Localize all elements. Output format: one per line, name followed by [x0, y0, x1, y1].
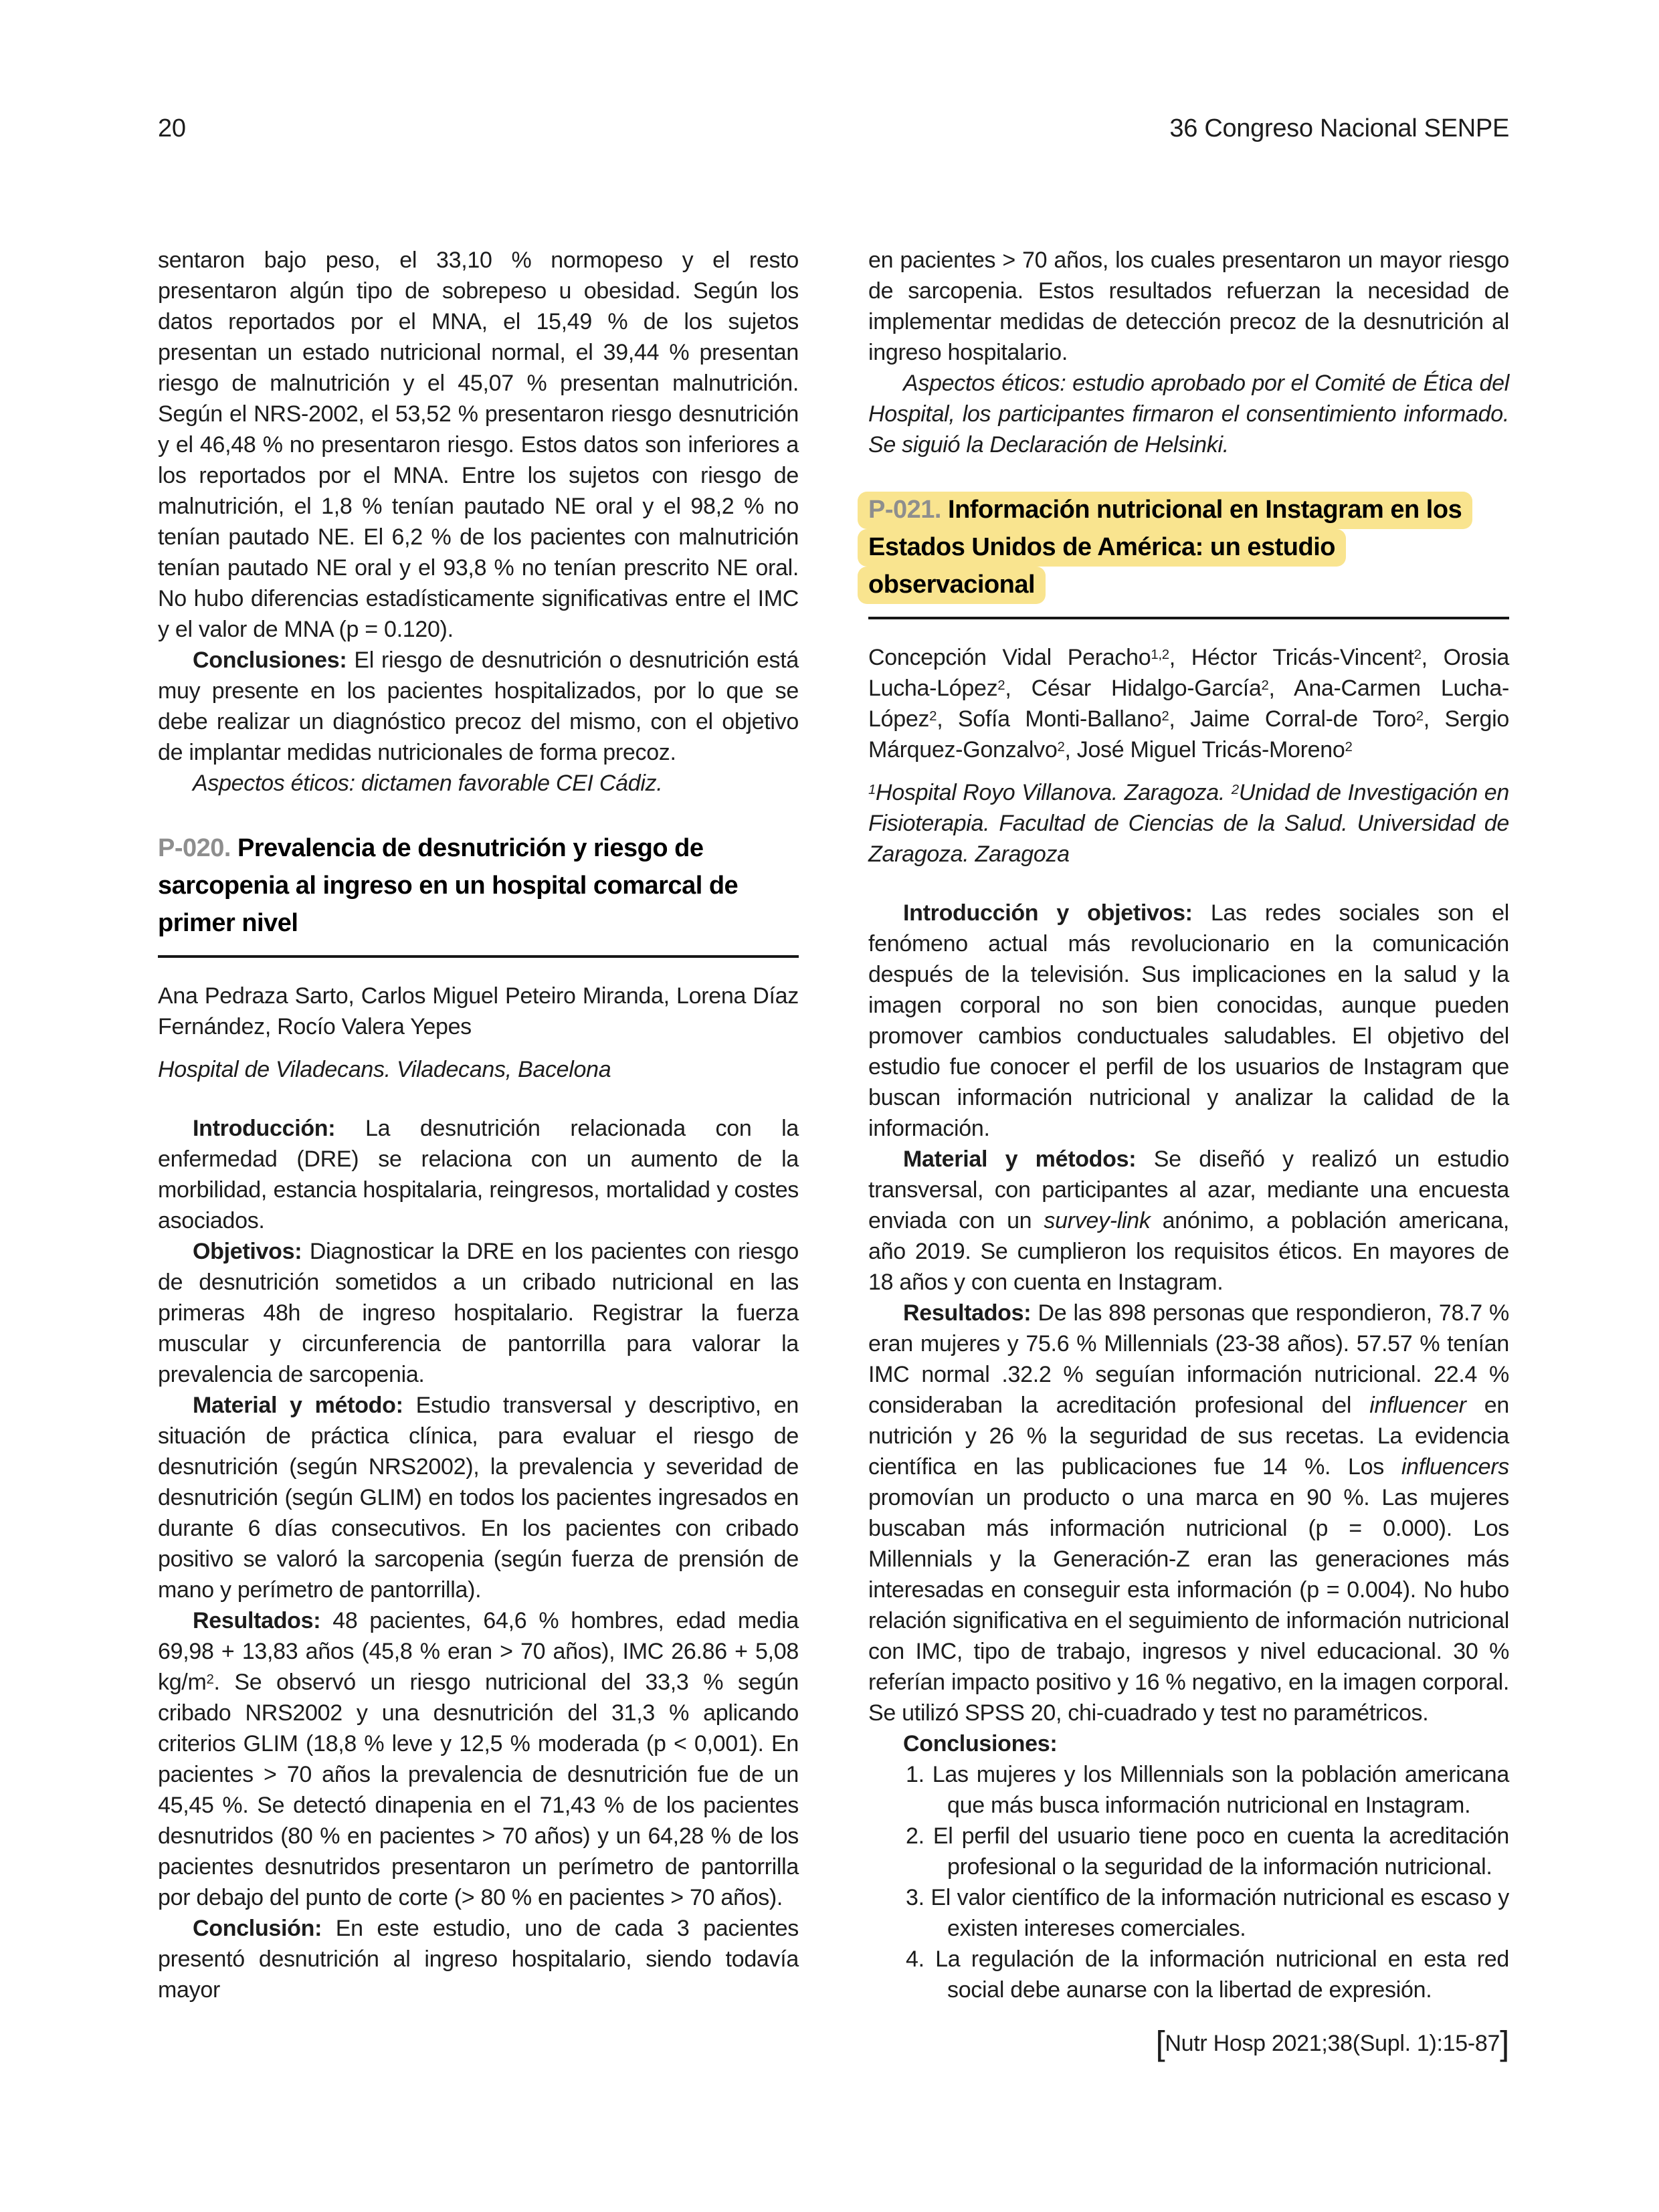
text-segment: Hospital Royo Villanova. Zaragoza. [876, 780, 1232, 805]
superscript: 2 [1057, 739, 1065, 755]
text-segment: La regulación de la información nutricional en esta red social debe aunarse con la libertad de expresión. [935, 1946, 1510, 2003]
superscript: 2 [929, 708, 937, 724]
list-item-number: 1. [906, 1762, 933, 1787]
p021-affiliations [868, 777, 1509, 870]
gap [158, 1042, 799, 1054]
text-segment: en nutrición y 26 % la seguridad de sus recetas. La evidencia científica en las publicaciones fue 14 %. Los [868, 1393, 1509, 1480]
gap [868, 460, 1509, 491]
journal-citation [868, 2024, 1509, 2063]
text-segment: Prevalencia de desnutrición y riesgo de sarcopenia al ingreso en un hospital comarcal de primer nivel [158, 834, 739, 937]
p019-results-continuation [158, 245, 799, 645]
text-segment: , Ana-Carmen Lucha-López [868, 676, 1510, 732]
abstract-p021-title [858, 491, 1509, 619]
p021-material-metodos [868, 1144, 1509, 1298]
list-item-number: 4. [906, 1946, 936, 1972]
text-segment: Concepción Vidal Peracho [868, 645, 1151, 670]
text-segment: Información nutricional en Instagram en los Estados Unidos de América: un estudio observacional [868, 496, 1462, 599]
text-segment: survey-link [1044, 1208, 1151, 1233]
p019-aspectos-eticos [158, 768, 799, 799]
superscript: 2 [1231, 782, 1239, 797]
text-segment: El riesgo de desnutrición o desnutrición está muy presente en los pacientes hospitalizados, por lo que se debe realizar un diagnóstico precoz del mismo, con el objetivo de implantar medidas nutricionales de forma precoz. [158, 647, 799, 765]
column-left [158, 245, 799, 2005]
gap [868, 870, 1509, 898]
congress-title: 36 Congreso Nacional SENPE [1169, 114, 1509, 142]
text-segment: Resultados: [193, 1608, 321, 1633]
p020-introduccion [158, 1113, 799, 1236]
p021-authors [868, 642, 1509, 765]
text-segment: Se diseñó y realizó un estudio transversal, con participantes al azar, mediante una encuesta enviada con un [868, 1146, 1509, 1233]
text-segment: Unidad de Investigación en Fisioterapia. Facultad de Ciencias de la Salud. Universidad de Zaragoza. Zaragoza [868, 780, 1509, 867]
p020-conclusion [158, 1913, 799, 2005]
gap [868, 765, 1509, 777]
superscript: 2 [1345, 739, 1353, 755]
list-item [868, 1759, 1509, 1821]
text-segment: influencer [1369, 1393, 1466, 1418]
text-segment: promovían un producto o una marca en 90 %. Las mujeres buscaban más información nutricional (p = 0.000). Los Millennials y la Generación-Z eran las generaciones más interesadas en conseguir esta información (p = 0.004). No hubo relación significativa en el seguimiento de información nutricional con IMC, tipo de trabajo, ingresos y nivel educacional. 30 % referían impacto positivo y 16 % negativo, en la imagen corporal. Se utilizó SPSS 20, chi-cuadrado y test no paramétricos. [868, 1485, 1509, 1726]
text-segment: Material y método: [193, 1393, 403, 1418]
p021-conclusiones-label [868, 1728, 1509, 1759]
list-item-number: 3. [906, 1885, 931, 1910]
superscript: 2 [1416, 708, 1424, 724]
text-segment: Hospital de Viladecans. Viladecans, Bacelona [158, 1057, 611, 1082]
gap [158, 958, 799, 981]
text-segment: Diagnosticar la DRE en los pacientes con riesgo de desnutrición sometidos a un cribado nutricional en las primeras 48h de ingreso hospitalario. Registrar la fuerza muscular y circunferencia de pantorrilla para valorar la prevalencia de sarcopenia. [158, 1239, 799, 1387]
p019-conclusiones [158, 645, 799, 768]
text-segment: Conclusiones: [193, 647, 347, 673]
abstract-p020-title [158, 829, 799, 958]
text-segment: Estudio transversal y descriptivo, en situación de práctica clínica, para evaluar el riesgo de desnutrición (según NRS2002), la prevalencia y severidad de desnutrición (según GLIM) en todos los pacientes ingresados en durante 6 días consecutivos. En los pacientes con cribado positivo se valoró la sarcopenia (según fuerza de prensión de mano y perímetro de pantorrilla). [158, 1393, 799, 1603]
text-segment: Nutr Hosp 2021;38(Supl. 1):15-87 [1165, 2031, 1500, 2056]
text-segment: . Se observó un riesgo nutricional del 33,3 % según cribado NRS2002 y una desnutrición del 31,3 % aplicando criterios GLIM (18,8 % leve y 12,5 % moderada (p < 0,001). En pacientes > 70 años la prevalencia de desnutrición fue de un 45,45 %. Se detectó dinapenia en el 71,43 % de los pacientes desnutridos (80 % en pacientes > 70 años) y un 64,28 % de los pacientes desnutridos presentaron un perímetro de pantorrilla por debajo del punto de corte (> 80 % en pacientes > 70 años). [158, 1670, 799, 1910]
text-segment: , Jaime Corral-de Toro [1169, 706, 1416, 732]
text-segment: Objetivos: [193, 1239, 302, 1264]
superscript: 2 [1261, 678, 1269, 693]
p021-introduccion-objetivos [868, 898, 1509, 1144]
column-right [868, 245, 1510, 2063]
text-segment: El perfil del usuario tiene poco en cuenta la acreditación profesional o la seguridad de la información nutricional. [933, 1823, 1509, 1880]
text-segment: Conclusión: [193, 1916, 322, 1941]
superscript: 1,2 [1151, 647, 1169, 662]
p020-aspectos-eticos [868, 368, 1509, 460]
citation-bracket: ] [1500, 2024, 1509, 2063]
superscript: 2 [1413, 647, 1422, 662]
citation-bracket: [ [1155, 2024, 1165, 2063]
list-item [868, 1821, 1509, 1882]
text-segment: en pacientes > 70 años, los cuales presentaron un mayor riesgo de sarcopenia. Estos resultados refuerzan la necesidad de implementar medidas de detección precoz de la desnutrición al ingreso hospitalario. [868, 247, 1509, 365]
text-segment: Material y métodos: [903, 1146, 1137, 1172]
text-segment: anónimo, a población americana, año 2019. Se cumplieron los requisitos éticos. En mayores de 18 años y con cuenta en Instagram. [868, 1208, 1510, 1295]
text-segment: Las mujeres y los Millennials son la población americana que más busca información nutricional en Instagram. [932, 1762, 1510, 1818]
page-number: 20 [158, 114, 186, 142]
text-segment: Ana Pedraza Sarto, Carlos Miguel Peteiro Miranda, Lorena Díaz Fernández, Rocío Valera Yepes [158, 983, 799, 1039]
superscript: 1 [868, 782, 876, 797]
list-item-number: 2. [906, 1823, 933, 1849]
text-segment: Resultados: [903, 1300, 1032, 1326]
list-item [868, 1944, 1509, 2005]
text-segment: Introducción: [193, 1116, 336, 1141]
title-highlight [858, 492, 1472, 604]
text-segment: Las redes sociales son el fenómeno actual más revolucionario en la comunicación después de la televisión. Sus implicaciones en la salud y la imagen corporal no son bien conocidas, aunque pueden promover cambios conductuales saludables. El objetivo del estudio fue conocer el perfil de los usuarios de Instagram que buscan información nutricional y analizar la calidad de la información. [868, 900, 1509, 1141]
gap [158, 799, 799, 829]
page-header [158, 114, 1509, 143]
p020-material-metodo [158, 1390, 799, 1605]
p020-affiliation [158, 1054, 799, 1085]
text-segment: Aspectos éticos: estudio aprobado por el Comité de Ética del Hospital, los participantes firmaron el consentimiento informado. Se siguió la Declaración de Helsinki. [868, 371, 1509, 458]
p021-conclusiones-list [868, 1759, 1509, 2005]
p021-resultados [868, 1298, 1509, 1728]
text-segment: , Sofía Monti-Ballano [937, 706, 1162, 732]
superscript: 2 [997, 678, 1005, 693]
text-segment: Conclusiones: [903, 1731, 1058, 1756]
text-segment: El valor científico de la información nutricional es escaso y existen intereses comerciales. [931, 1885, 1509, 1941]
p020-resultados [158, 1605, 799, 1913]
p020-conclusion-continuation [868, 245, 1509, 368]
p020-authors [158, 981, 799, 1042]
gap [158, 1085, 799, 1113]
text-segment: 48 pacientes, 64,6 % hombres, edad media 69,98 + 13,83 años (45,8 % eran > 70 años), IMC 26.86 + 5,08 kg/m [158, 1608, 799, 1695]
text-segment: Aspectos éticos: dictamen favorable CEI Cádiz. [193, 771, 663, 796]
gap [868, 619, 1509, 642]
text-segment: , César Hidalgo-García [1005, 676, 1262, 701]
text-segment: , Sergio Márquez-Gonzalvo [868, 706, 1509, 763]
text-segment: En este estudio, uno de cada 3 pacientes presentó desnutrición al ingreso hospitalario, siendo todavía mayor [158, 1916, 799, 2003]
p020-objetivos [158, 1236, 799, 1390]
abstract-number: P-021. [868, 496, 941, 524]
text-segment: , Héctor Tricás-Vincent [1169, 645, 1414, 670]
text-segment: Introducción y objetivos: [903, 900, 1193, 926]
text-segment: De las 898 personas que respondieron, 78.7 % eran mujeres y 75.6 % Millennials (23-38 años). 57.57 % tenían IMC normal .32.2 % seguían información nutricional. 22.4 % consideraban la acreditación profesional del [868, 1300, 1509, 1418]
superscript: 2 [206, 1672, 214, 1687]
text-segment: , José Miguel Tricás-Moreno [1064, 737, 1345, 763]
text-segment: , Orosia Lucha-López [868, 645, 1509, 701]
superscript: 2 [1161, 708, 1169, 724]
text-segment: influencers [1401, 1454, 1509, 1480]
text-segment: La desnutrición relacionada con la enfermedad (DRE) se relaciona con un aumento de la morbilidad, estancia hospitalaria, reingresos, mortalidad y costes asociados. [158, 1116, 799, 1233]
abstract-number: P-020. [158, 834, 231, 862]
text-segment: sentaron bajo peso, el 33,10 % normopeso y el resto presentaron algún tipo de sobrepeso u obesidad. Según los datos reportados por el MNA, el 15,49 % de los sujetos presentan un estado nutricional normal, el 39,44 % presentan riesgo de malnutrición y el 45,07 % presentan malnutrición. Según el NRS-2002, el 53,52 % presentaron riesgo desnutrición y el 46,48 % no presentaron riesgo. Estos datos son inferiores a los reportados por el MNA. Entre los sujetos con riesgo de malnutrición, el 1,8 % tenían pautado NE oral y el 98,2 % no tenían pautado NE. El 6,2 % de los pacientes con malnutrición tenían pautado NE oral y el 93,8 % no tenían prescrito NE oral. No hubo diferencias estadísticamente significativas entre el IMC y el valor de MNA (p = 0.120). [158, 247, 799, 642]
list-item [868, 1882, 1509, 1944]
